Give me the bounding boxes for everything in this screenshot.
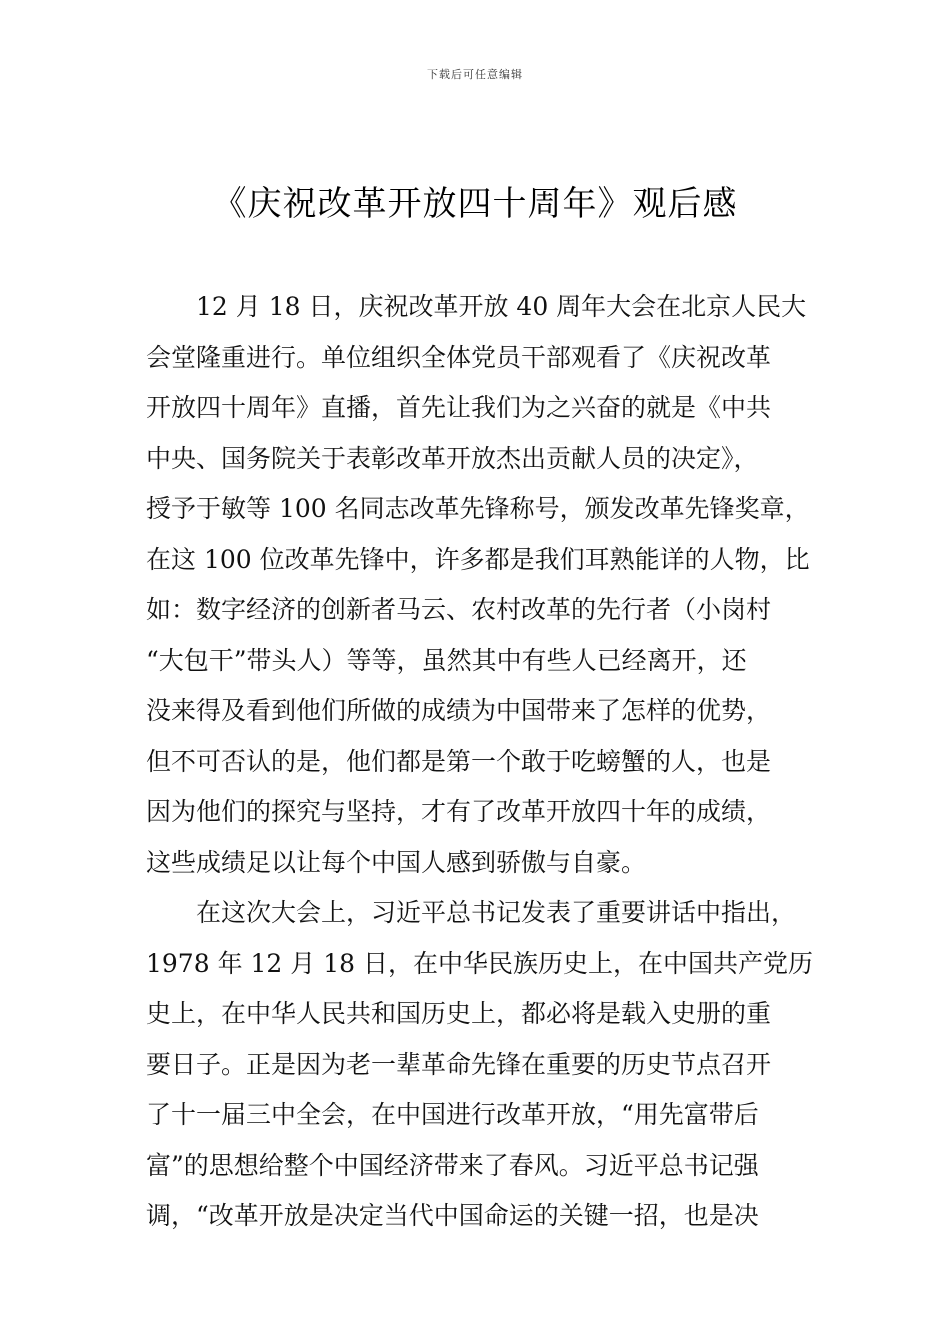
text-line: 中央、国务院关于表彰改革开放杰出贡献人员的决定》， bbox=[146, 443, 759, 473]
text-line: 史上，在中华人民共和国历史上，都必将是载入史册的重 bbox=[146, 999, 772, 1028]
text-line: 这些成绩足以让每个中国人感到骄傲与自豪。 bbox=[146, 847, 647, 877]
text-line: “大包干”带头人）等等，虽然其中有些人已经离开，还 bbox=[146, 645, 747, 675]
text-line: 12 月 18 日，庆祝改革开放 40 周年大会在北京人民大 bbox=[146, 292, 807, 321]
text-line: 在这次大会上，习近平总书记发表了重要讲话中指出， bbox=[146, 898, 797, 927]
text-line: 授予于敏等 100 名同志改革先锋称号，颁发改革先锋奖章， bbox=[146, 494, 810, 523]
text-line: 在这 100 位改革先锋中，许多都是我们耳熟能详的人物，比 bbox=[146, 544, 810, 574]
body-text bbox=[146, 282, 818, 1242]
document-title: 《庆祝改革开放四十周年》观后感 bbox=[212, 184, 738, 224]
text-line: 会堂隆重进行。单位组织全体党员干部观看了《庆祝改革 bbox=[146, 342, 772, 372]
text-line: 了十一届三中全会，在中国进行改革开放，“用先富带后 bbox=[146, 1100, 759, 1129]
text-line: 没来得及看到他们所做的成绩为中国带来了怎样的优势， bbox=[146, 696, 772, 725]
text-line: 调，“改革开放是决定当代中国命运的关键一招，也是决 bbox=[146, 1201, 759, 1230]
text-line: 1978 年 12 月 18 日，在中华民族历史上，在中国共产党历 bbox=[146, 948, 813, 978]
text-line: 要日子。正是因为老一辈革命先锋在重要的历史节点召开 bbox=[146, 1049, 772, 1079]
text-line: 开放四十周年》直播，首先让我们为之兴奋的就是《中共 bbox=[146, 393, 772, 422]
text-line: 如：数字经济的创新者马云、农村改革的先行者（小岗村 bbox=[146, 595, 772, 624]
text-line: 富”的思想给整个中国经济带来了春风。习近平总书记强 bbox=[146, 1150, 759, 1180]
text-line: 因为他们的探究与坚持，才有了改革开放四十年的成绩， bbox=[146, 797, 772, 826]
header-note: 下载后可任意编辑 bbox=[427, 68, 523, 81]
text-line: 但不可否认的是，他们都是第一个敢于吃螃蟹的人，也是 bbox=[146, 746, 772, 776]
